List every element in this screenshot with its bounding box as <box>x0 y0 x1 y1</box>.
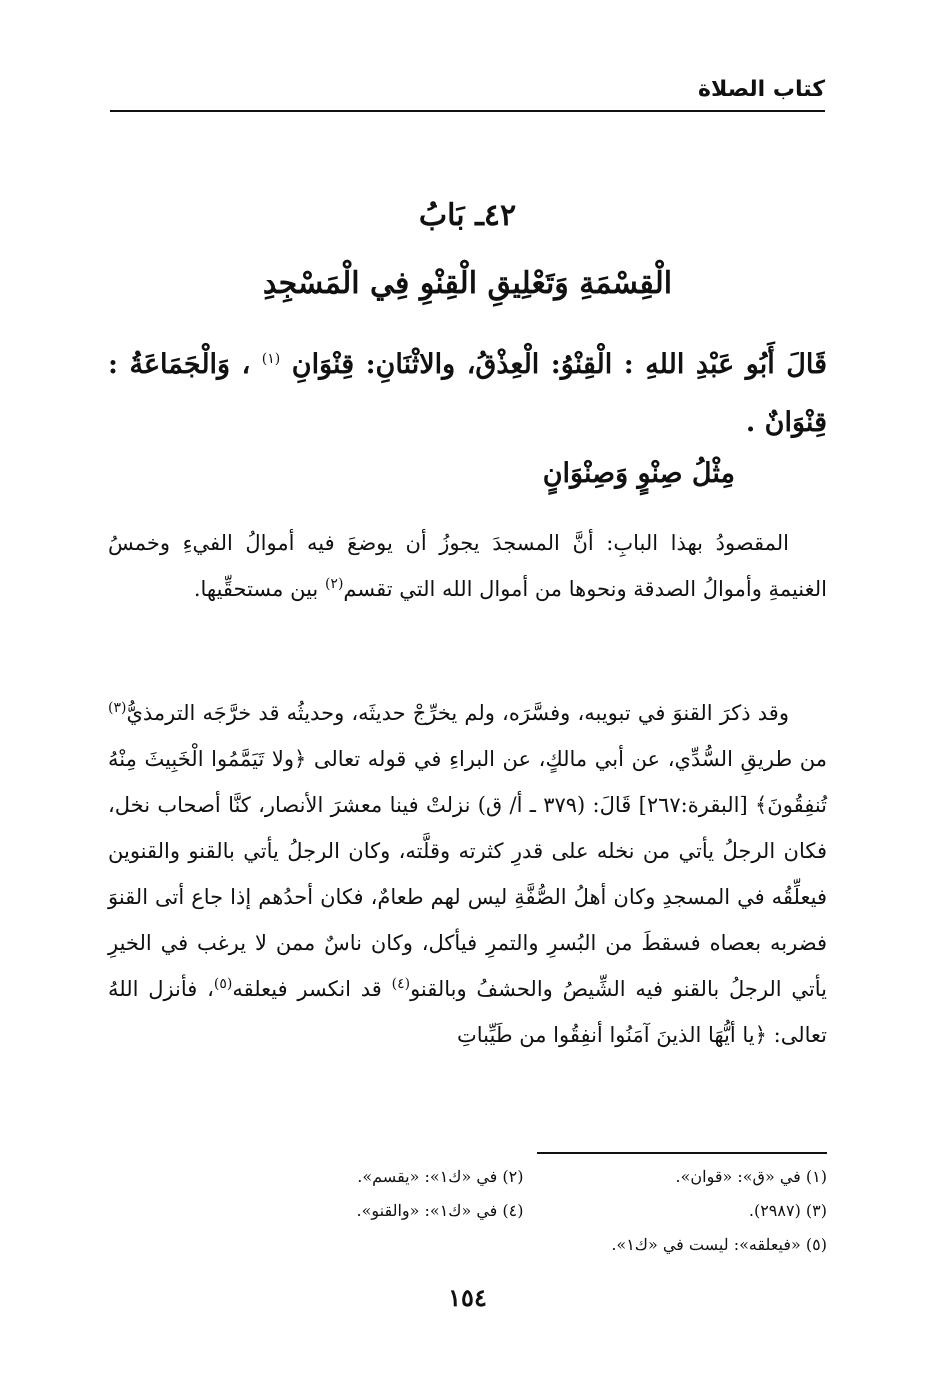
quote-text-continued: ، وَالْجَمَاعَةُ : قِنْوَانٌ . <box>108 349 827 438</box>
paragraph-2-segment-3: قد انكسر فيعلقه <box>232 977 392 1001</box>
footnote-2: (٢) في «ك١»: «يقسم». <box>357 1167 524 1186</box>
footnote-marker-1: (١) <box>261 351 281 367</box>
paragraph-2-segment-4: ، فأنزل اللهُ تعالى: ﴿يا أيُّهَا الذينَ آمَنُوا أنفِقُوا من طَيِّباتِ <box>108 977 827 1047</box>
author-quote <box>108 336 827 452</box>
footnote-4: (٤) في «ك١»: «والقنو». <box>356 1201 524 1220</box>
paragraph-1-text-end: بين مستحقِّيها. <box>193 577 325 601</box>
footnote-5: (٥) «فيعلقه»: ليست في «ك١». <box>611 1235 827 1254</box>
example-line: مِثْلُ صِنْوٍ وَصِنْوَانٍ <box>542 458 735 489</box>
footnote-marker-2: (٢) <box>324 576 344 592</box>
footnote-3: (٣) (٢٩٨٧). <box>748 1201 827 1220</box>
quote-text: قَالَ أَبُو عَبْدِ اللهِ : الْقِنْوُ: الْعِذْقُ، والاثْنَانِ: قِنْوَانِ <box>291 349 827 380</box>
running-header <box>110 72 825 112</box>
paragraph-2-segment-1: وقد ذكرَ القنوَ في تبويبه، وفسَّرَه، ولم يخرِّجْ حديثَه، وحديثُه قد خرَّجَه الترمذيُّ <box>126 701 789 725</box>
footnotes <box>220 1160 827 1262</box>
commentary-paragraph-2 <box>108 690 827 1058</box>
footnote-row <box>220 1160 827 1194</box>
footnote-marker-5: (٥) <box>213 976 233 992</box>
commentary-paragraph-1 <box>108 520 827 612</box>
footnote-row <box>220 1228 827 1262</box>
page-number: ١٥٤ <box>448 1283 487 1312</box>
paragraph-1-text: المقصودُ بهذا البابِ: أنَّ المسجدَ يجوزُ أن يوضعَ فيه أموالُ الفيءِ وخمسُ الغنيمةِ وأموالُ الصدقة ونحوها من أموال الله التي تقسم <box>108 531 827 601</box>
chapter-number: ٤٢ـ بَابُ <box>418 198 517 233</box>
paragraph-2-segment-2: من طريقِ السُّدِّي، عن أبي مالكٍ، عن البراءِ في قوله تعالى ﴿ولا تَيَمَّمُوا الْخَبِيثَ مِنْهُ تُنفِقُونَ﴾ [البقرة:٢٦٧] قَالَ: (٣٧٩ ـ أ/ ق) نزلتْ فينا معشرَ الأنصار، كنَّا أصحاب نخل، فكان الرجلُ يأتي من نخله على قدرِ كثرته وقلَّته، وكان الرجلُ يأتي بالقنو والقنوين فيعلِّقُه في المسجدِ وكان أهلُ الصُّفَّةِ ليس لهم طعامٌ، فكان أحدُهم إذا جاع أتى القنوَ فضربه بعصاه فسقطَ من البُسرِ والتمرِ فيأكل، وكان ناسٌ ممن لا يرغب في الخيرِ يأتي الرجلُ بالقنو فيه الشِّيصُ والحشفُ وبالقنو <box>108 747 828 1001</box>
chapter-title: الْقِسْمَةِ وَتَعْلِيقِ الْقِنْوِ فِي الْمَسْجِدِ <box>262 266 673 301</box>
footnote-1: (١) في «ق»: «قوان». <box>675 1167 827 1186</box>
running-header-title: كتاب الصلاة <box>698 77 825 102</box>
footnote-divider <box>537 1152 827 1154</box>
footnote-marker-4: (٤) <box>391 976 411 992</box>
footnote-row <box>220 1194 827 1228</box>
footnote-marker-3: (٣) <box>108 700 127 716</box>
